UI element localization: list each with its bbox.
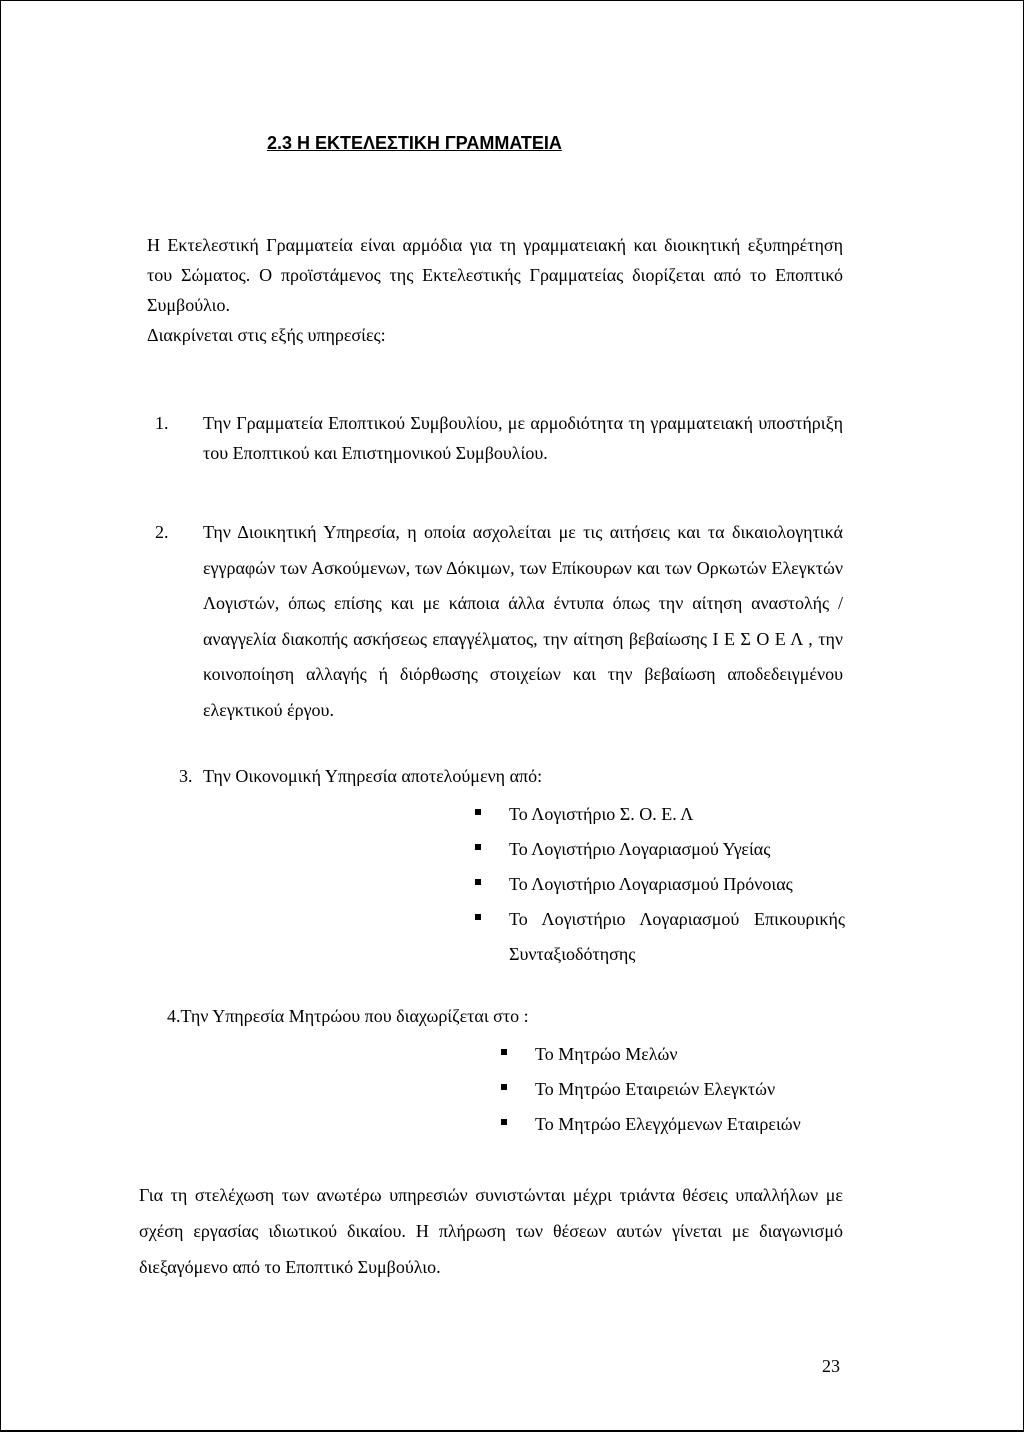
item-number: 3. bbox=[179, 766, 193, 786]
document-page bbox=[1, 1, 1023, 1430]
item-number: 2. bbox=[155, 522, 169, 542]
list-item: Το Μητρώο Εταιρειών Ελεγκτών bbox=[501, 1072, 861, 1107]
service-item-2 bbox=[155, 515, 843, 728]
item-text: Την Διοικητική Υπηρεσία, η οποία ασχολείται με τις αιτήσεις και τα δικαιολογητικά εγγραφών των Ασκούμενων, των Δόκιμων, των Επίκουρων και των Ορκωτών Ελεγκτών Λογιστών, όπως επίσης και με κάποια άλλα έντυπα όπως την αίτηση αναστολής /αναγγελία διακοπής ασκήσεως επαγγέλματος, την αίτηση βεβαίωσης Ι Ε Σ Ο Ε Λ , την κοινοποίηση αλλαγής ή διόρθωσης στοιχείων και την βεβαίωση αποδεδειγμένου ελεγκτικού έργου. bbox=[203, 522, 843, 720]
list-item: Το Μητρώο Ελεγχόμενων Εταιρειών bbox=[501, 1107, 861, 1142]
service-item-4 bbox=[167, 1001, 529, 1031]
service-item-3 bbox=[179, 761, 542, 791]
item-number: 1. bbox=[155, 413, 169, 433]
bullet-list-registry bbox=[501, 1037, 861, 1142]
list-item: Το Λογιστήριο Σ. Ο. Ε. Λ bbox=[475, 797, 845, 832]
service-item-1 bbox=[155, 408, 843, 468]
list-item: Το Μητρώο Μελών bbox=[501, 1037, 861, 1072]
intro-paragraph bbox=[147, 230, 843, 350]
item-text: Την Γραμματεία Εποπτικού Συμβουλίου, με αρμοδιότητα τη γραμματειακή υποστήριξη του Εποπτικού και Επιστημονικού Συμβουλίου. bbox=[203, 413, 843, 463]
item-text: Την Υπηρεσία Μητρώου που διαχωρίζεται στο : bbox=[180, 1006, 529, 1026]
page-number: 23 bbox=[822, 1356, 840, 1376]
list-item: Το Λογιστήριο Λογαριασμού Επικουρικής Συνταξιοδότησης bbox=[475, 902, 845, 972]
section-heading: 2.3 Η ΕΚΤΕΛΕΣΤΙΚΗ ΓΡΑΜΜΑΤΕΙΑ bbox=[267, 133, 562, 153]
list-item: Το Λογιστήριο Λογαριασμού Πρόνοιας bbox=[475, 867, 845, 902]
closing-paragraph: Για τη στελέχωση των ανωτέρω υπηρεσιών συνιστώνται μέχρι τριάντα θέσεις υπαλλήλων με σχέση εργασίας ιδιωτικού δικαίου. Η πλήρωση των θέσεων αυτών γίνεται με διαγωνισμό διεξαγόμενο από το Εποπτικό Συμβούλιο. bbox=[139, 1185, 843, 1277]
intro-subdivision: Διακρίνεται στις εξής υπηρεσίες: bbox=[147, 325, 386, 345]
item-text: Την Οικονομική Υπηρεσία αποτελούμενη από: bbox=[203, 766, 543, 786]
bullet-list-financial bbox=[475, 797, 845, 972]
intro-text: Η Εκτελεστική Γραμματεία είναι αρμόδια για τη γραμματειακή και διοικητική εξυπηρέτηση του Σώματος. Ο προϊστάμενος της Εκτελεστικής Γραμματείας διορίζεται από το Εποπτικό Συμβούλιο. bbox=[147, 235, 843, 315]
list-item: Το Λογιστήριο Λογαριασμού Υγείας bbox=[475, 832, 845, 867]
item-number: 4. bbox=[167, 1006, 181, 1026]
